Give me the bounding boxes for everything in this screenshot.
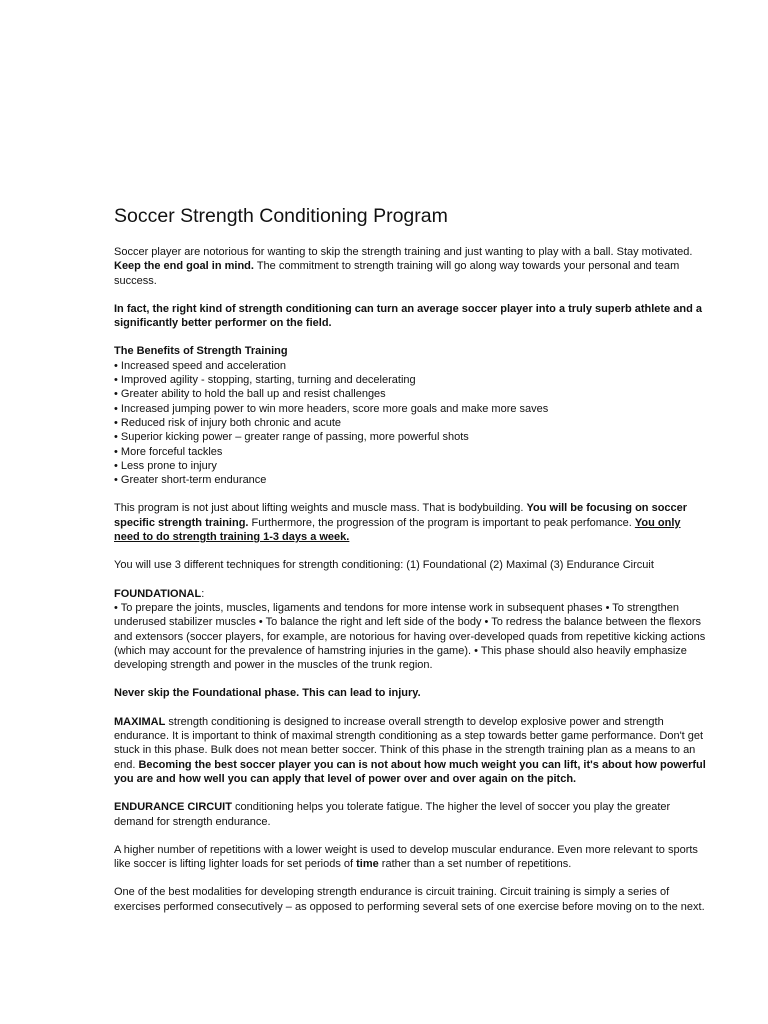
list-item: • Greater ability to hold the ball up and resist challenges [114, 388, 386, 401]
list-item: • Increased jumping power to win more headers, score more goals and make more saves [114, 402, 549, 415]
maximal-paragraph [114, 715, 706, 786]
benefits-list [114, 359, 706, 488]
foundational-colon: : [201, 587, 205, 600]
intro-emphasis: Keep the end goal in mind. [114, 260, 254, 273]
foundational-paragraph: • To prepare the joints, muscles, ligaments and tendons for more intense work in subsequent phases • To strengthen underused stabilizer muscles • To balance the right and left side of the body • To redress the balance between the flexors and extensors (soccer players, for example, are notorious for having over-developed quads from repetitive kicking actions (which may account for the prevalence of hamstring injuries in the game). • This phase should also heavily emphasize developing strength and power in the muscles of the trunk region. [114, 601, 706, 672]
circuit-paragraph: One of the best modalities for developing strength endurance is circuit training. Circuit training is simply a series of exercises performed consecutively – as opposed to performing several sets of one exercise before moving on to the next. [114, 886, 705, 913]
maximal-title: MAXIMAL [114, 715, 166, 728]
program-emphasis: You will be focusing on soccer specific strength training. [114, 502, 688, 529]
benefits-heading: The Benefits of Strength Training [114, 345, 288, 358]
maximal-text: strength conditioning is designed to increase overall strength to develop explosive power and strength endurance. It is important to think of maximal strength conditioning as a step towards better game performance. Don't get stuck in this phase. Bulk does not mean better soccer. Think of this phase in the strength training plan as a means to an end. [114, 715, 704, 771]
endurance-text: conditioning helps you tolerate fatigue. The higher the level of soccer you play the greater demand for strength endurance. [114, 801, 671, 828]
list-item: • Increased speed and acceleration [114, 359, 287, 372]
endurance-title: ENDURANCE CIRCUIT [114, 801, 232, 814]
repetitions-text-2: rather than a set number of repetitions. [378, 858, 572, 871]
repetitions-paragraph [114, 843, 706, 872]
document-body [114, 204, 706, 928]
program-text-1: This program is not just about lifting weights and muscle mass. That is bodybuilding. [114, 502, 527, 515]
list-item: • Less prone to injury [114, 459, 217, 472]
foundational-title: FOUNDATIONAL [114, 587, 202, 600]
endurance-paragraph [114, 800, 706, 829]
techniques-paragraph: You will use 3 different techniques for strength conditioning: (1) Foundational (2) Maximal (3) Endurance Circuit [114, 559, 654, 572]
list-item: • Superior kicking power – greater range of passing, more powerful shots [114, 431, 469, 444]
list-item: • Greater short-term endurance [114, 474, 267, 487]
list-item: • Improved agility - stopping, starting, turning and decelerating [114, 374, 416, 387]
highlight-paragraph: In fact, the right kind of strength conditioning can turn an average soccer player into a truly superb athlete and a significantly better performer on the field. [114, 302, 702, 330]
list-item: • More forceful tackles [114, 445, 223, 458]
repetitions-text-1: A higher number of repetitions with a lower weight is used to develop muscular endurance. Even more relevant to sports like soccer is lifting lighter loads for set periods of [114, 843, 698, 871]
foundational-heading [114, 587, 706, 601]
program-paragraph [114, 501, 706, 544]
warning-paragraph: Never skip the Foundational phase. This can lead to injury. [114, 687, 421, 700]
list-item: • Reduced risk of injury both chronic and acute [114, 416, 342, 429]
intro-text-2: The commitment to strength training will go along way towards your personal and team success. [114, 260, 680, 287]
maximal-emphasis: Becoming the best soccer player you can is not about how much weight you can lift, it's about how powerful you are and how well you can apply that level of power over and over again on the pitch. [114, 758, 706, 785]
program-frequency: You only need to do strength training 1-3 days a week. [114, 516, 681, 544]
intro-paragraph [114, 245, 706, 288]
page-title: Soccer Strength Conditioning Program [114, 205, 448, 227]
intro-text-1: Soccer player are notorious for wanting to skip the strength training and just wanting to play with a ball. Stay motivated. [114, 246, 693, 258]
repetitions-emphasis: time [356, 858, 379, 871]
program-text-2: Furthermore, the progression of the program is important to peak perfomance. [248, 516, 635, 529]
